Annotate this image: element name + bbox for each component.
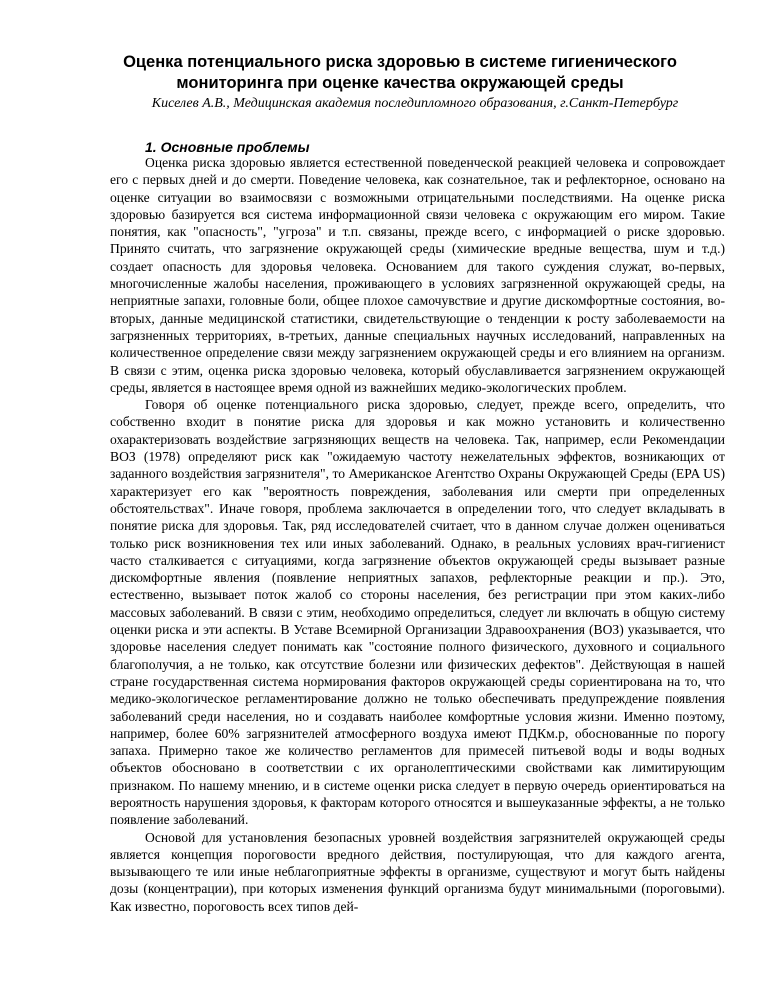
paper-title: Оценка потенциального риска здоровью в системе гигиенического мониторинга при оценке качества окружающей среды [123, 53, 677, 92]
body-text [110, 154, 725, 915]
section-heading: 1. Основные проблемы [145, 139, 310, 155]
paragraph: Говоря об оценке потенциального риска здоровью, следует, прежде всего, определить, что собственно входит в понятие риска для здоровья и как можно установить и количественно охарактеризовать воздействие загрязняющих веществ на человека. Так, например, если Рекомендации ВОЗ (1978) определяют риск как "ожидаемую частоту нежелательных эффектов, возникающих от заданного воздействия загрязнителя", то Американское Агентство Охраны Окружающей Среды (EPA US) характеризует его как "вероятность повреждения, заболевания или смерти при определенных обстоятельствах". Иначе говоря, проблема заключается в определении того, что следует вкладывать в понятие риска для здоровья. Так, ряд исследователей считает, что в данном случае должен оцениваться только риск возникновения тех или иных заболеваний. Однако, в реальных условиях врач-гигиенист часто сталкивается с ситуациями, когда загрязнение объектов окружающей среды вызывает разные дискомфортные явления (появление неприятных запахов, рефлекторные реакции и пр.). Это, естественно, вызывает поток жалоб со стороны населения, без регистрации при этом каких-либо массовых заболеваний. В связи с этим, необходимо определиться, следует ли включать в общую систему оценки риска и эти аспекты. В Уставе Всемирной Организации Здравоохранения (ВОЗ) указывается, что здоровье населения следует понимать как "состояние полного физического, духовного и социального благополучия, а не только, как отсутствие болезни или физических дефектов". Действующая в нашей стране государственная система нормирования факторов окружающей среды сориентирована на то, что медико-экологическое регламентирование должно не только обеспечивать предупреждение появления заболеваний среди населения, но и создавать наиболее комфортные условия жизни. Именно поэтому, например, более 60% загрязнителей атмосферного воздуха имеют ПДКм.р, обоснованные по порогу запаха. Примерно такое же количество регламентов для примесей питьевой воды и воды водных объектов обосновано в соответствии с их органолептическими свойствами как лимитирующим признаком. По нашему мнению, и в системе оценки риска следует в первую очередь ориентироваться на вероятность нарушения здоровья, к факторам которого относятся и вышеуказанные эффекты, а не только появление заболеваний. [110, 397, 725, 828]
author-affiliation: Киселев А.В., Медицинская академия последипломного образования, г.Санкт-Петербург [151, 96, 679, 111]
paragraph: Основой для установления безопасных уровней воздействия загрязнителей окружающей среды является концепция пороговости вредного действия, постулирующая, что для каждого агента, вызывающего те или иные неблагоприятные эффекты в организме, существуют и могут быть найдены дозы (концентрации), при которых изменения функций организма будут минимальными (пороговыми). Как известно, пороговость всех типов дей- [110, 829, 725, 914]
paragraph: Оценка риска здоровью является естественной поведенческой реакцией человека и сопровождает его с первых дней и до смерти. Поведение человека, как сознательное, так и рефлекторное, основано на оценке ситуации во взаимосвязи с возможными отрицательными последствиями. На оценке риска здоровью базируется вся система информационной связи человека с окружающим его миром. Такие понятия, как "опасность", "угроза" и т.п. связаны, прежде всего, с информацией о риске здоровью. Принято считать, что загрязнение окружающей среды (химические вредные вещества, шум и т.д.) создает опасность для здоровья человека. Основанием для такого суждения служат, во-первых, многочисленные жалобы населения, проживающего в условиях загрязненной окружающей среды, на неприятные запахи, головные боли, общее плохое самочувствие и другие дискомфортные состояния, во-вторых, данные медицинской статистики, свидетельствующие о тенденции к росту заболеваемости на загрязненных территориях, в-третьих, данные специальных научных исследований, направленных на количественное определение связи между загрязнением окружающей среды и его влиянием на организм. В связи с этим, оценка риска здоровью человека, который обуславливается загрязнением окружающей среды, является в настоящее время одной из важнейших медико-экологических проблем. [110, 155, 725, 395]
